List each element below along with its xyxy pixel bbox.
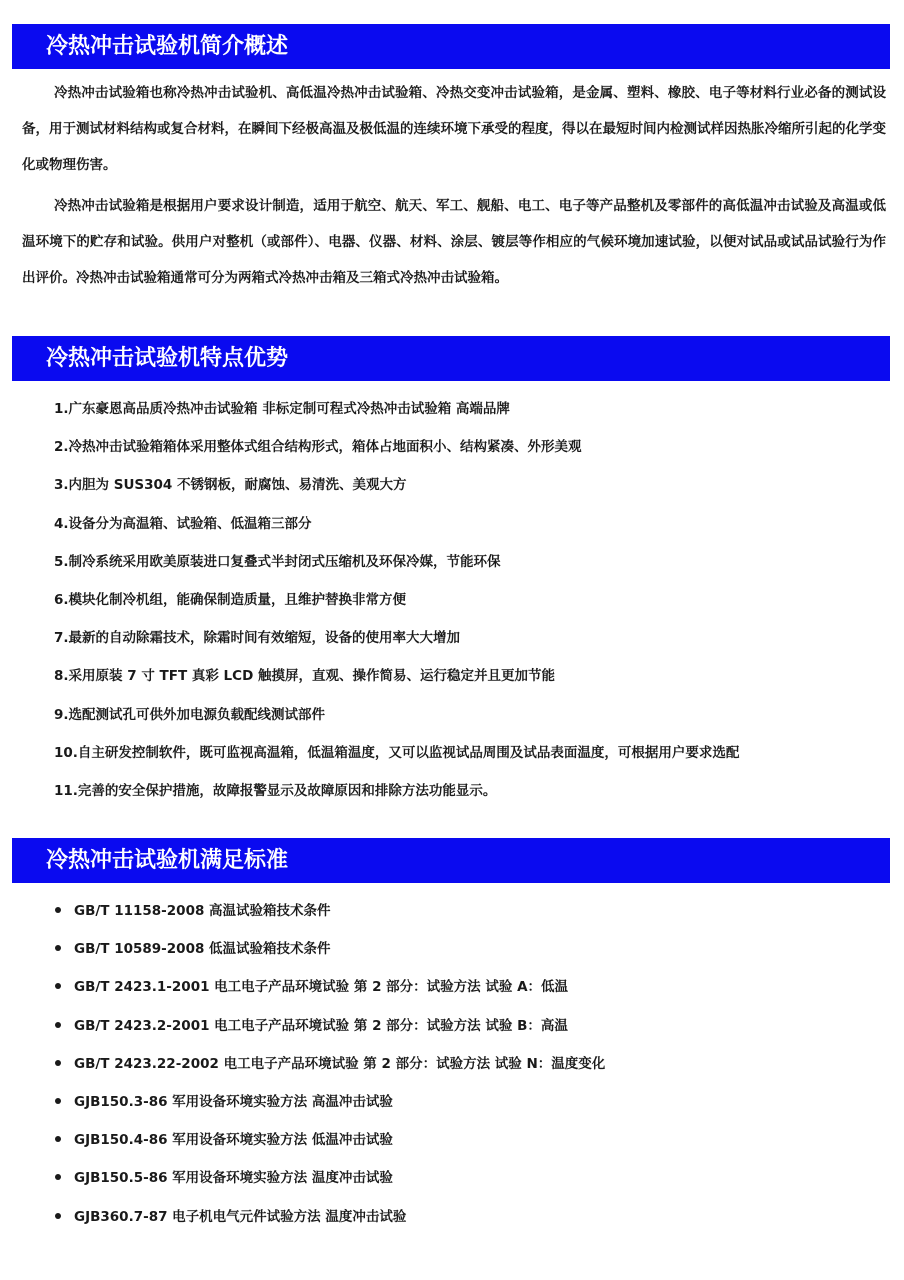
bullet-icon [55,1174,61,1180]
section-header-features [12,336,890,381]
standard-text: GB/T 11158-2008 高温试验箱技术条件 [74,903,331,919]
standard-item [55,1007,605,1045]
feature-item: 7.最新的自动除霜技术，除霜时间有效缩短，设备的使用率大大增加 [54,630,461,647]
standard-text: GB/T 2423.22-2002 电工电子产品环境试验 第 2 部分：试验方法 试验 N：温度变化 [74,1055,606,1072]
standard-text: GJB150.5-86 军用设备环境实验方法 温度冲击试验 [74,1170,393,1187]
standard-item [55,892,605,930]
bullet-icon [55,1136,61,1142]
feature-item: 6.模块化制冷机组，能确保制造质量，且维护替换非常方便 [54,591,407,608]
standard-item [55,1159,605,1197]
feature-item: 3.内胆为 SUS304 不锈钢板，耐腐蚀、易清洗、美观大方 [54,477,407,494]
standard-item [55,968,605,1006]
standard-item [55,1045,605,1083]
standard-text: GB/T 2423.2-2001 电工电子产品环境试验 第 2 部分：试验方法 试验 B：高温 [74,1017,568,1034]
bullet-icon [55,983,61,989]
standard-list [55,892,605,1236]
standard-text: GB/T 2423.1-2001 电工电子产品环境试验 第 2 部分：试验方法 试验 A：低温 [74,979,569,996]
section-title-intro: 冷热冲击试验机简介概述 [46,34,289,59]
feature-item: 8.采用原装 7 寸 TFT 真彩 LCD 触摸屏，直观、操作简易、运行稳定并且更加节能 [54,668,555,685]
feature-item: 2.冷热冲击试验箱箱体采用整体式组合结构形式，箱体占地面积小、结构紧凑、外形美观 [54,439,582,456]
feature-item: 10.自主研发控制软件，既可监视高温箱，低温箱温度，又可以监视试品周围及试品表面温度，可根据用户要求选配 [54,744,740,761]
bullet-icon [55,1060,61,1066]
feature-item: 4.设备分为高温箱、试验箱、低温箱三部分 [54,515,312,532]
bullet-icon [55,907,61,913]
standard-text: GJB360.7-87 电子机电气元件试验方法 温度冲击试验 [74,1208,407,1225]
section-title-standards: 冷热冲击试验机满足标准 [46,848,289,873]
section-title-features: 冷热冲击试验机特点优势 [46,346,289,371]
section-header-intro [12,24,890,69]
standard-text: GJB150.3-86 军用设备环境实验方法 高温冲击试验 [74,1093,393,1110]
feature-list [54,390,739,810]
standard-item [55,1198,605,1236]
feature-item: 1.广东豪恩高品质冷热冲击试验箱 非标定制可程式冷热冲击试验箱 高端品牌 [54,401,510,417]
feature-item: 9.选配测试孔可供外加电源负载配线测试部件 [54,706,326,723]
standard-text: GJB150.4-86 军用设备环境实验方法 低温冲击试验 [74,1132,393,1149]
bullet-icon [55,1022,61,1028]
bullet-icon [55,1213,61,1219]
intro-paragraph-2: 冷热冲击试验箱是根据用户要求设计制造，适用于航空、航天、军工、舰船、电工、电子等产品整机及零部件的高低温冲击试验及高温或低温环境下的贮存和试验。供用户对整机（或部件）、电器、仪器、材料、涂层、镀层等作相应的气候环境加速试验，以便对试品或试品试验行为作出评价。冷热冲击试验箱通常可分为两箱式冷热冲击箱及三箱式冷热冲击试验箱。 [22,198,886,286]
feature-item: 11.完善的安全保护措施，故障报警显示及故障原因和排除方法功能显示。 [54,782,497,799]
bullet-icon [55,1098,61,1104]
standard-text: GB/T 10589-2008 低温试验箱技术条件 [74,941,331,958]
intro-paragraph-1: 冷热冲击试验箱也称冷热冲击试验机、高低温冷热冲击试验箱、冷热交变冲击试验箱，是金属、塑料、橡胶、电子等材料行业必备的测试设备，用于测试材料结构或复合材料，在瞬间下经极高温及极低温的连续环境下承受的程度，得以在最短时间内检测试样因热胀冷缩所引起的化学变化或物理伤害。 [22,85,886,173]
bullet-icon [55,945,61,951]
feature-item: 5.制冷系统采用欧美原装进口复叠式半封闭式压缩机及环保冷媒，节能环保 [54,553,501,570]
standard-item [55,1121,605,1159]
standard-item [55,930,605,968]
standard-item [55,1083,605,1121]
section-header-standards [12,838,890,883]
